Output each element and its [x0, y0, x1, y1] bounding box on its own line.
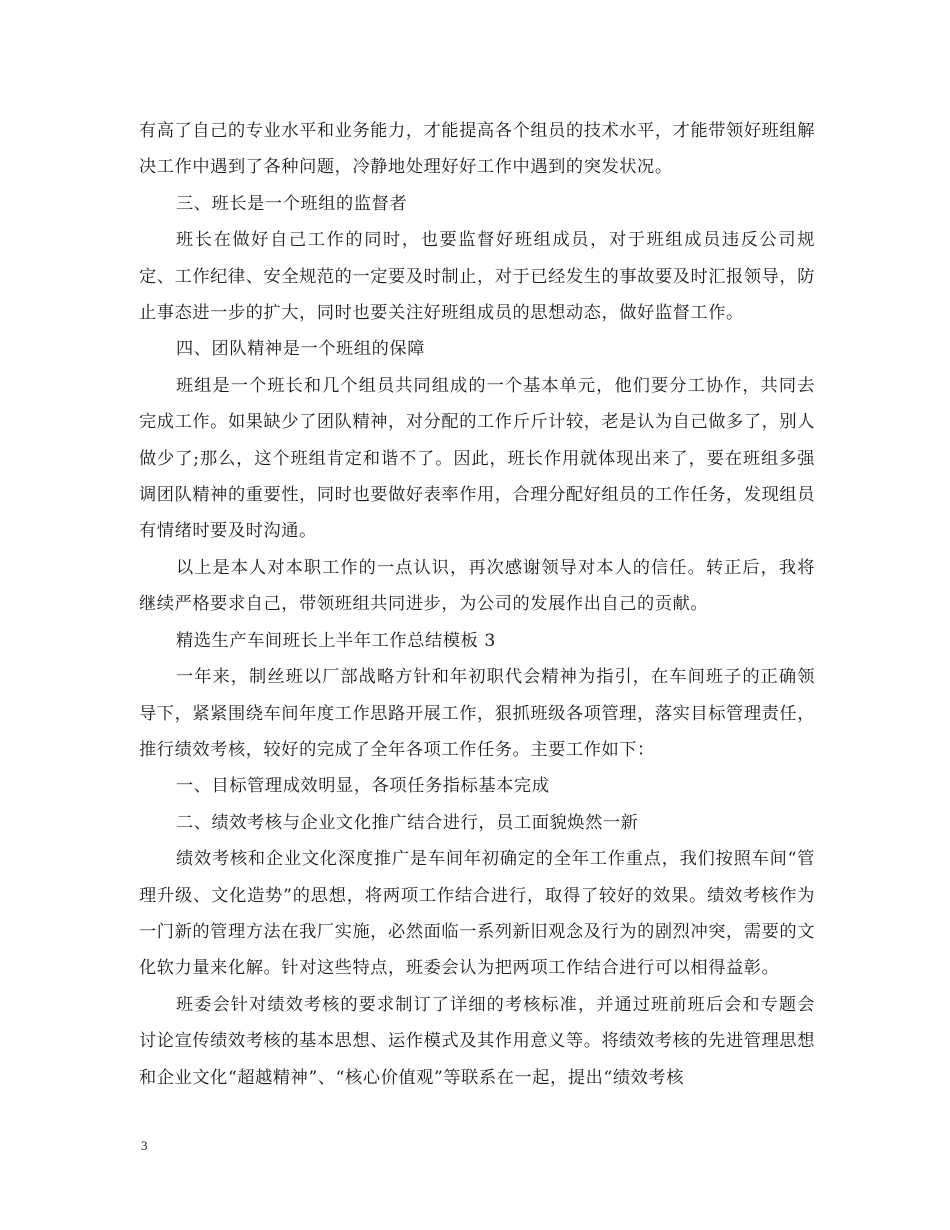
- paragraph: 班组是一个班长和几个组员共同组成的一个基本单元，他们要分工协作，共同去完成工作。如果缺少了团队精神，对分配的工作斤斤计较，老是认为自己做多了，别人做少了;那么，这个班组肯定和谐不了。因此，班长作用就体现出来了，要在班组多强调团队精神的重要性，同时也要做好表率作用，合理分配好组员的工作任务，发现组员有情绪时要及时沟通。: [139, 375, 815, 542]
- paragraph: 一年来，制丝班以厂部战略方针和年初职代会精神为指引，在车间班子的正确领导下，紧紧围绕车间年度工作思路开展工作，狠抓班级各项管理，落实目标管理责任，推行绩效考核，较好的完成了全年各项工作任务。主要工作如下：: [139, 667, 815, 760]
- page-number: 3: [141, 1138, 148, 1153]
- section-heading: 一、目标管理成效明显，各项任务指标基本完成: [175, 776, 550, 797]
- section-heading: 四、团队精神是一个班组的保障: [175, 339, 425, 360]
- paragraph: 班长在做好自己工作的同时，也要监督好班组成员，对于班组成员违反公司规定、工作纪律、安全规范的一定要及时制止，对于已经发生的事故要及时汇报领导，防止事态进一步的扩大，同时也要关注好班组成员的思想动态，做好监督工作。: [139, 230, 815, 324]
- paragraph: 有高了自己的专业水平和业务能力，才能提高各个组员的技术水平，才能带领好班组解决工作中遇到了各种问题，冷静地处理好好工作中遇到的突发状况。: [139, 121, 815, 178]
- document-body: [139, 113, 815, 1096]
- paragraph: 班委会针对绩效考核的要求制订了详细的考核标准，并通过班前班后会和专题会讨论宣传绩效考核的基本思想、运作模式及其作用意义等。将绩效考核的先进管理思想和企业文化“超越精神”、“核心价值观”等联系在一起，提出“绩效考核: [139, 994, 815, 1088]
- template-title: 精选生产车间班长上半年工作总结模板 3: [175, 630, 496, 651]
- section-heading: 二、绩效考核与企业文化推广结合进行，员工面貌焕然一新: [175, 812, 639, 833]
- paragraph: 绩效考核和企业文化深度推广是车间年初确定的全年工作重点，我们按照车间“管理升级、文化造势”的思想，将两项工作结合进行，取得了较好的效果。绩效考核作为一门新的管理方法在我厂实施，必然面临一系列新旧观念及行为的剧烈冲突，需要的文化软力量来化解。针对这些特点，班委会认为把两项工作结合进行可以相得益彰。: [139, 849, 815, 979]
- paragraph: 以上是本人对本职工作的一点认识，再次感谢领导对本人的信任。转正后，我将继续严格要求自己，带领班组共同进步，为公司的发展作出自己的贡献。: [139, 557, 815, 615]
- section-heading: 三、班长是一个班组的监督者: [175, 193, 408, 214]
